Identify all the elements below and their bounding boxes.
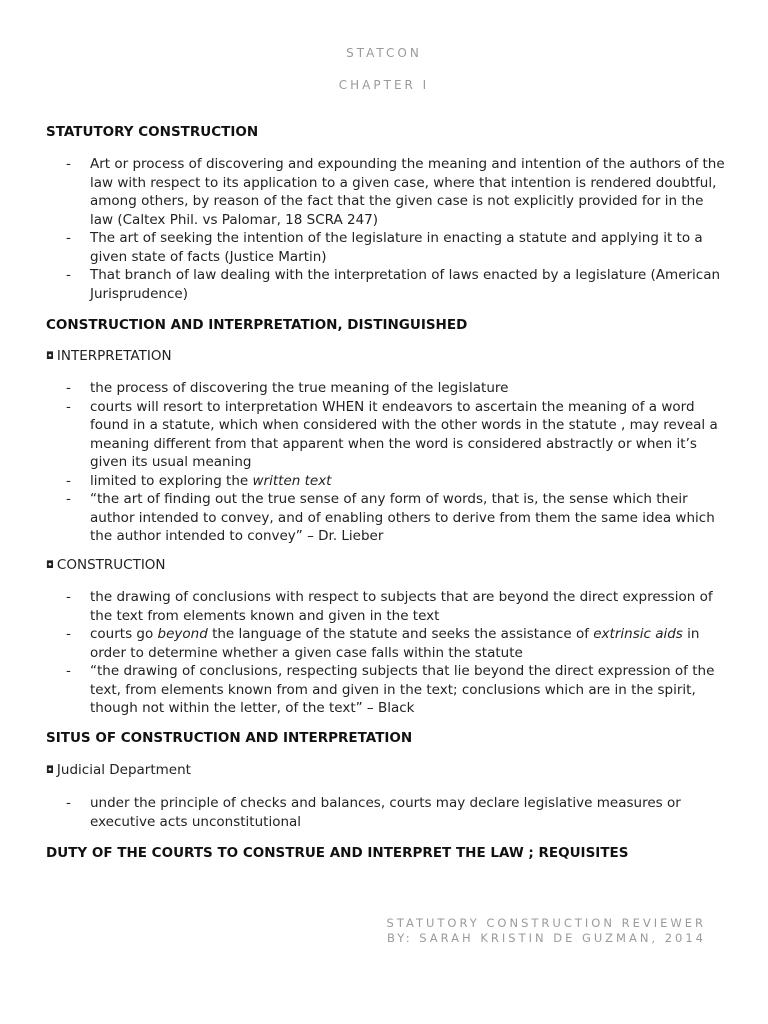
subheading-judicial-department xyxy=(46,762,191,778)
list-item: - courts will resort to interpretation WHEN it endeavors to ascertain the meaning of a word found in a statute, which when considered with the other words in the statute , may reveal a meaning different from that apparent when the word is considered abstractly or when it’s given its usual meaning xyxy=(66,398,726,472)
section-heading-duty-of-courts: DUTY OF THE COURTS TO CONSTRUE AND INTERPRET THE LAW ; REQUISITES xyxy=(46,845,629,861)
list-item: - That branch of law dealing with the interpretation of laws enacted by a legislature (American Jurisprudence) xyxy=(66,266,726,303)
document-title: STATCON xyxy=(346,46,422,60)
list-item: - the process of discovering the true meaning of the legislature xyxy=(66,379,726,398)
list-item: - the drawing of conclusions with respect to subjects that are beyond the direct expression of the text from elements known and given in the text xyxy=(66,588,726,625)
section-heading-distinguished: CONSTRUCTION AND INTERPRETATION, DISTINGUISHED xyxy=(46,317,468,333)
list-item: - “the art of finding out the true sense of any form of words, that is, the sense which their author intended to convey, and of enabling others to derive from them the same idea which the author intended to convey” – Dr. Lieber xyxy=(66,490,726,546)
statutory-construction-list xyxy=(66,155,726,303)
subheading-construction xyxy=(46,557,166,573)
section-heading-situs: SITUS OF CONSTRUCTION AND INTERPRETATION xyxy=(46,730,413,746)
list-item-emphasis: beyond xyxy=(157,626,208,642)
footer-reviewer-title: STATUTORY CONSTRUCTION REVIEWER xyxy=(386,916,706,930)
list-item: - under the principle of checks and balances, courts may declare legislative measures or executive acts unconstitutional xyxy=(66,794,726,831)
list-item-emphasis: written text xyxy=(252,472,332,489)
subheading-label: CONSTRUCTION xyxy=(56,557,166,573)
section-heading-statutory-construction: STATUTORY CONSTRUCTION xyxy=(46,124,259,140)
list-item-text: limited to exploring the xyxy=(90,472,253,489)
square-bullet-icon: ◘ xyxy=(46,351,54,362)
list-item-text: courts go xyxy=(90,626,158,642)
square-bullet-icon: ◘ xyxy=(46,765,54,776)
list-item-text: the language of the statute and seeks the assistance of xyxy=(207,626,594,642)
list-item xyxy=(66,625,726,662)
list-item: - The art of seeking the intention of the legislature in enacting a statute and applying it to a given state of facts (Justice Martin) xyxy=(66,229,726,266)
subheading-label: INTERPRETATION xyxy=(56,348,172,364)
interpretation-list xyxy=(66,379,726,546)
subheading-interpretation xyxy=(46,348,172,364)
square-bullet-icon: ◘ xyxy=(46,560,54,571)
construction-list xyxy=(66,588,726,718)
list-item xyxy=(66,472,726,491)
list-item-emphasis: extrinsic aids xyxy=(593,626,683,642)
judicial-department-list xyxy=(66,794,726,831)
list-item-text: in order to determine whether a given case falls within the statute xyxy=(90,626,700,661)
chapter-label: CHAPTER I xyxy=(338,78,430,92)
footer-author: BY: SARAH KRISTIN DE GUZMAN, 2014 xyxy=(386,931,706,945)
list-item: - “the drawing of conclusions, respecting subjects that lie beyond the direct expression of the text, from elements known from and given in the text; conclusions which are in the spirit, though not within the letter, of the text” – Black xyxy=(66,662,726,718)
subheading-label: Judicial Department xyxy=(56,762,191,778)
list-item: - Art or process of discovering and expounding the meaning and intention of the authors of the law with respect to its application to a given case, where that intention is rendered doubtful, among others, by reason of the fact that the given case is not explicitly provided for in the law (Caltex Phil. vs Palomar, 18 SCRA 247) xyxy=(66,155,726,229)
